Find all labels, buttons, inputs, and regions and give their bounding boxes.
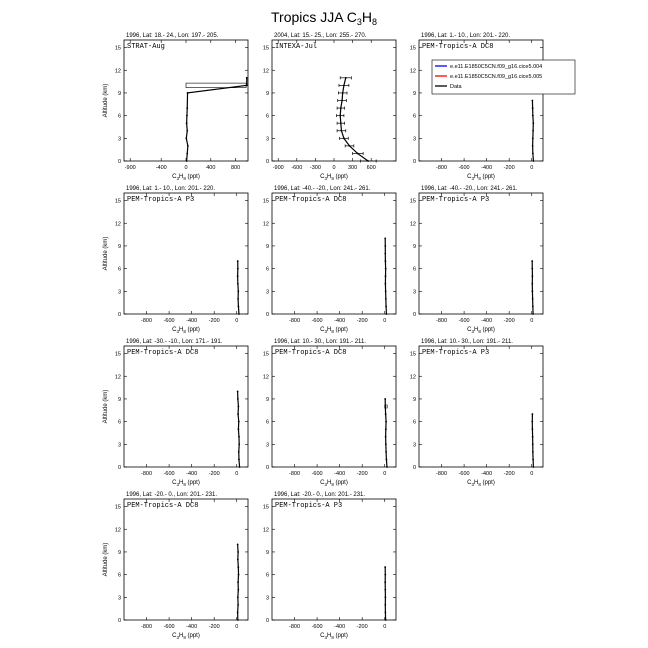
x-tick-label: -600 [458, 165, 470, 171]
x-tick-label: -400 [186, 624, 198, 630]
campaign-label: PEM-Tropics-A P3 [422, 196, 490, 204]
data-point [384, 574, 386, 576]
x-tick-label: -600 [291, 165, 303, 171]
data-point [186, 153, 188, 155]
data-point [237, 290, 239, 292]
x-tick-label: 0 [383, 624, 387, 630]
y-tick-label: 15 [114, 351, 121, 358]
y-tick-label: 12 [409, 68, 416, 75]
data-point [533, 160, 535, 162]
data-point [340, 122, 342, 124]
y-tick-label: 3 [117, 136, 121, 143]
data-point [237, 589, 239, 591]
data-point [367, 160, 369, 162]
data-point [532, 313, 534, 315]
data-point [339, 115, 341, 117]
panel-header: 1996, Lat: 18.- 24., Lon: 197.- 205. [126, 33, 219, 39]
y-tick-label: 9 [265, 90, 269, 97]
data-point [385, 436, 387, 438]
x-tick-label: 0 [235, 318, 239, 324]
y-tick-label: 6 [265, 419, 269, 426]
data-point [385, 451, 387, 453]
x-tick-label: -200 [503, 165, 515, 171]
panel-header: 1996, Lat: 1.- 10., Lon: 201.- 220. [126, 186, 216, 192]
y-tick-label: 9 [412, 90, 416, 97]
chart-panel-5 [263, 186, 396, 334]
data-point [531, 421, 533, 423]
plot-frame [272, 346, 396, 467]
x-tick-label: -400 [186, 471, 198, 477]
page-title: Tropics JJA $C_3H_8$ [271, 9, 377, 27]
chart-panel-10 [103, 492, 248, 640]
campaign-label: PEM-Tropics-A P3 [275, 502, 343, 510]
y-tick-label: 0 [117, 159, 121, 165]
x-tick-label: -200 [208, 624, 220, 630]
x-tick-label: 0 [332, 165, 336, 171]
x-tick-label: -600 [458, 471, 470, 477]
x-tick-label: -600 [163, 471, 175, 477]
x-tick-label: -400 [334, 471, 346, 477]
x-axis-label: $C_3H_8$ (ppt) [320, 327, 348, 334]
data-point [531, 283, 533, 285]
y-tick-label: 0 [117, 465, 121, 471]
y-tick-label: 3 [117, 595, 121, 602]
y-tick-label: 15 [262, 45, 269, 52]
y-tick-label: 12 [409, 221, 416, 228]
panel-grid [103, 33, 575, 640]
data-point [343, 84, 345, 86]
x-tick-label: -400 [481, 165, 493, 171]
data-point [531, 268, 533, 270]
chart-panel-3 [410, 33, 575, 181]
data-point [341, 130, 343, 132]
data-point [385, 290, 387, 292]
y-tick-label: 15 [114, 45, 121, 52]
y-tick-label: 9 [265, 396, 269, 403]
data-point [237, 551, 239, 553]
data-point [385, 619, 387, 621]
data-point [532, 122, 534, 124]
x-tick-label: -800 [436, 165, 448, 171]
chart-panel-11 [263, 492, 396, 640]
data-point [341, 100, 343, 102]
data-point [532, 115, 534, 117]
x-tick-label: 400 [206, 165, 216, 171]
chart-panel-6 [410, 186, 543, 334]
y-tick-label: 6 [265, 113, 269, 120]
y-tick-label: 6 [117, 572, 121, 579]
x-tick-label: -400 [481, 318, 493, 324]
data-point [531, 260, 533, 262]
x-tick-label: -600 [311, 318, 323, 324]
x-tick-label: -800 [289, 318, 301, 324]
y-tick-label: 15 [409, 198, 416, 205]
data-point [532, 137, 534, 139]
data-point [384, 589, 386, 591]
y-tick-label: 3 [265, 442, 269, 449]
plot-frame [124, 499, 248, 620]
data-point [385, 443, 387, 445]
data-point [340, 107, 342, 109]
y-tick-label: 12 [409, 374, 416, 381]
x-tick-label: 0 [530, 165, 534, 171]
data-point [532, 145, 534, 147]
y-tick-label: 6 [412, 113, 416, 120]
chart-panel-1 [103, 33, 248, 181]
x-tick-label: -400 [334, 318, 346, 324]
x-tick-label: -800 [436, 471, 448, 477]
x-tick-label: -200 [208, 471, 220, 477]
panel-header: 1996, Lat: 10.- 30., Lon: 191.- 211. [421, 339, 513, 345]
y-tick-label: 9 [265, 243, 269, 250]
data-point [237, 268, 239, 270]
y-tick-label: 15 [409, 45, 416, 52]
x-tick-label: -800 [436, 318, 448, 324]
x-tick-label: 300 [348, 165, 358, 171]
y-tick-label: 3 [265, 595, 269, 602]
y-tick-label: 9 [117, 90, 121, 97]
x-axis-label: $C_3H_8$ (ppt) [172, 327, 200, 334]
y-tick-label: 0 [412, 159, 416, 165]
plot-frame [419, 346, 543, 467]
data-point [238, 406, 240, 408]
plot-frame [272, 40, 396, 161]
data-point [237, 612, 239, 614]
data-point [385, 260, 387, 262]
data-point [238, 421, 240, 423]
plot-frame [124, 346, 248, 467]
chart-panel-8 [263, 339, 396, 487]
x-tick-label: -900 [124, 165, 136, 171]
campaign-label: PEM-Tropics-A DC8 [275, 349, 347, 357]
plot-frame [272, 499, 396, 620]
data-point [384, 237, 386, 239]
y-axis-label: Altitude (km) [103, 83, 109, 118]
campaign-label: STRAT-Aug [127, 43, 165, 51]
panel-header: 1996, Lat: -40.- -20., Lon: 241.- 261. [421, 186, 518, 192]
data-point [532, 306, 534, 308]
data-point [237, 543, 239, 545]
y-tick-label: 15 [262, 504, 269, 511]
y-tick-label: 0 [265, 312, 269, 318]
panel-header: 2004, Lat: 15.- 25., Lon: 255.- 270. [274, 33, 367, 39]
x-tick-label: -200 [356, 471, 368, 477]
data-point [186, 122, 188, 124]
campaign-label: INTEXA-Jul [275, 43, 318, 51]
data-point [237, 275, 239, 277]
legend [432, 60, 575, 94]
panel-header: 1996, Lat: -40.- -20., Lon: 241.- 261. [274, 186, 371, 192]
panel-header: 1996, Lat: 1.- 10., Lon: 201.- 220. [421, 33, 511, 39]
x-axis-label: $C_3H_8$ (ppt) [467, 174, 495, 181]
data-point [238, 436, 240, 438]
data-point [385, 283, 387, 285]
x-tick-label: -600 [163, 318, 175, 324]
x-tick-label: 0 [235, 471, 239, 477]
data-point [532, 459, 534, 461]
data-point [384, 604, 386, 606]
data-point [238, 451, 240, 453]
y-tick-label: 0 [265, 618, 269, 624]
y-tick-label: 9 [117, 396, 121, 403]
y-tick-label: 6 [412, 266, 416, 273]
y-tick-label: 3 [412, 289, 416, 296]
data-point [342, 92, 344, 94]
data-point [237, 581, 239, 583]
data-point [237, 604, 239, 606]
data-point [532, 275, 534, 277]
x-tick-label: -400 [155, 165, 167, 171]
chart-panel-9 [410, 339, 543, 487]
x-tick-label: -200 [503, 318, 515, 324]
y-tick-label: 0 [412, 465, 416, 471]
x-tick-label: -800 [141, 624, 153, 630]
y-tick-label: 0 [117, 312, 121, 318]
data-point [239, 466, 241, 468]
data-point [532, 428, 534, 430]
y-tick-label: 0 [265, 159, 269, 165]
y-tick-label: 12 [262, 221, 269, 228]
campaign-label: PEM-Tropics-A DC8 [127, 502, 199, 510]
data-point [532, 436, 534, 438]
x-tick-label: -400 [186, 318, 198, 324]
data-point [238, 306, 240, 308]
x-tick-label: -800 [289, 471, 301, 477]
data-point [532, 443, 534, 445]
plot-frame [419, 193, 543, 314]
data-point [532, 100, 534, 102]
y-tick-label: 3 [265, 289, 269, 296]
plot-frame [124, 193, 248, 314]
y-tick-label: 3 [117, 442, 121, 449]
x-axis-label: $C_3H_8$ (ppt) [172, 174, 200, 181]
x-tick-label: -200 [356, 624, 368, 630]
x-tick-label: 0 [530, 318, 534, 324]
x-tick-label: -600 [163, 624, 175, 630]
plot-frame [272, 193, 396, 314]
x-tick-label: -300 [309, 165, 321, 171]
y-tick-label: 15 [409, 351, 416, 358]
data-point [532, 130, 534, 132]
data-point [385, 421, 387, 423]
y-axis-label: Altitude (km) [103, 389, 109, 424]
data-point [385, 275, 387, 277]
y-tick-label: 9 [412, 396, 416, 403]
x-axis-label: $C_3H_8$ (ppt) [320, 480, 348, 487]
x-tick-label: -800 [289, 624, 301, 630]
y-tick-label: 6 [117, 266, 121, 273]
y-tick-label: 6 [412, 419, 416, 426]
y-tick-label: 15 [114, 504, 121, 511]
y-tick-label: 9 [117, 243, 121, 250]
y-tick-label: 3 [265, 136, 269, 143]
data-point [186, 115, 188, 117]
y-tick-label: 0 [265, 465, 269, 471]
y-tick-label: 0 [117, 618, 121, 624]
data-point [237, 283, 239, 285]
panel-header: 1996, Lat: 10.- 30., Lon: 191.- 211. [274, 339, 366, 345]
y-tick-label: 3 [117, 289, 121, 296]
x-tick-label: -800 [141, 318, 153, 324]
data-point [386, 466, 388, 468]
data-point [246, 77, 248, 79]
x-tick-label: -200 [503, 471, 515, 477]
x-tick-label: 0 [235, 624, 239, 630]
x-tick-label: -900 [272, 165, 284, 171]
data-point [384, 398, 386, 400]
panel-header: 1996, Lat: -20.- 0., Lon: 201.- 231. [126, 492, 218, 498]
data-point [237, 559, 239, 561]
y-tick-label: 9 [265, 549, 269, 556]
x-tick-label: -200 [208, 318, 220, 324]
data-point [384, 253, 386, 255]
data-point [237, 390, 239, 392]
data-point [532, 290, 534, 292]
data-point [237, 398, 239, 400]
data-point [187, 92, 189, 94]
x-tick-label: -600 [311, 471, 323, 477]
x-tick-label: -400 [334, 624, 346, 630]
y-tick-label: 12 [262, 527, 269, 534]
panel-header: 1996, Lat: -20.- 0., Lon: 201.- 231. [274, 492, 366, 498]
y-tick-label: 12 [262, 374, 269, 381]
data-point [343, 137, 345, 139]
data-point [385, 428, 387, 430]
data-point [345, 77, 347, 79]
x-tick-label: -600 [311, 624, 323, 630]
data-point [238, 443, 240, 445]
x-axis-label: $C_3H_8$ (ppt) [172, 633, 200, 640]
data-point [384, 566, 386, 568]
y-axis-label: Altitude (km) [103, 542, 109, 577]
data-point [238, 428, 240, 430]
data-point [186, 160, 188, 162]
legend-label: e.e11.E1850C5CN.f09_g16.cice5.005 [450, 74, 543, 80]
data-point [237, 619, 239, 621]
x-tick-label: -400 [481, 471, 493, 477]
data-profile-line [186, 78, 246, 161]
data-point [185, 137, 187, 139]
x-tick-label: 600 [366, 165, 376, 171]
x-tick-label: 0 [530, 471, 534, 477]
data-point [237, 566, 239, 568]
data-point [237, 298, 239, 300]
data-point [532, 153, 534, 155]
data-point [187, 145, 189, 147]
data-point [385, 612, 387, 614]
data-point [238, 313, 240, 315]
plot-frame [124, 40, 248, 161]
y-tick-label: 0 [412, 312, 416, 318]
x-tick-label: -800 [141, 471, 153, 477]
data-profile-line [340, 78, 368, 161]
data-point [238, 459, 240, 461]
x-tick-label: 800 [231, 165, 241, 171]
legend-label: e.e11.E1850C5CN.f09_g16.cice5.004 [450, 64, 543, 70]
y-tick-label: 6 [117, 113, 121, 120]
data-point [533, 466, 535, 468]
y-tick-label: 15 [114, 198, 121, 205]
data-point [186, 130, 188, 132]
data-point [386, 313, 388, 315]
x-axis-label: $C_3H_8$ (ppt) [320, 174, 348, 181]
panel-header: 1996, Lat: -30.- -10., Lon: 171.- 191. [126, 339, 223, 345]
y-tick-label: 6 [265, 266, 269, 273]
y-tick-label: 12 [114, 374, 121, 381]
data-point [385, 306, 387, 308]
y-tick-label: 6 [265, 572, 269, 579]
data-point [532, 107, 534, 109]
x-tick-label: 0 [383, 318, 387, 324]
data-point [186, 107, 188, 109]
data-point [237, 413, 239, 415]
chart-panel-2 [263, 33, 396, 181]
y-tick-label: 12 [114, 221, 121, 228]
y-tick-label: 12 [114, 527, 121, 534]
y-tick-label: 9 [412, 243, 416, 250]
x-axis-label: $C_3H_8$ (ppt) [467, 480, 495, 487]
campaign-label: PEM-Tropics-A P3 [127, 196, 195, 204]
y-tick-label: 15 [262, 351, 269, 358]
y-axis-label: Altitude (km) [103, 236, 109, 271]
data-point [385, 596, 387, 598]
data-point [237, 596, 239, 598]
data-point [357, 153, 359, 155]
data-point [384, 245, 386, 247]
data-point [246, 84, 248, 86]
campaign-label: PEM-Tropics-A DC8 [275, 196, 347, 204]
data-point [384, 406, 386, 408]
data-point [385, 298, 387, 300]
data-point [532, 413, 534, 415]
x-axis-label: $C_3H_8$ (ppt) [320, 633, 348, 640]
y-tick-label: 3 [412, 442, 416, 449]
x-tick-label: -600 [458, 318, 470, 324]
plot-frame [419, 40, 543, 161]
data-point [385, 268, 387, 270]
data-point [238, 574, 240, 576]
x-axis-label: $C_3H_8$ (ppt) [467, 327, 495, 334]
campaign-label: PEM-Tropics-A P3 [422, 349, 490, 357]
y-tick-label: 6 [117, 419, 121, 426]
y-tick-label: 3 [412, 136, 416, 143]
y-tick-label: 12 [262, 68, 269, 75]
data-point [385, 413, 387, 415]
y-tick-label: 12 [114, 68, 121, 75]
legend-label: Data [450, 84, 462, 90]
chart-panel-7 [103, 339, 248, 487]
x-tick-label: -200 [356, 318, 368, 324]
chart-panel-4 [103, 186, 248, 334]
x-axis-label: $C_3H_8$ (ppt) [172, 480, 200, 487]
campaign-label: PEM-Tropics-A DC8 [127, 349, 199, 357]
data-point [349, 145, 351, 147]
data-point [237, 260, 239, 262]
data-point [532, 298, 534, 300]
campaign-label: PEM-Tropics-A DC8 [422, 43, 494, 51]
data-profile-line [385, 399, 387, 467]
x-tick-label: 0 [184, 165, 188, 171]
y-tick-label: 15 [262, 198, 269, 205]
y-tick-label: 9 [117, 549, 121, 556]
data-point [384, 581, 386, 583]
data-point [532, 451, 534, 453]
data-point [386, 459, 388, 461]
x-tick-label: 0 [383, 471, 387, 477]
